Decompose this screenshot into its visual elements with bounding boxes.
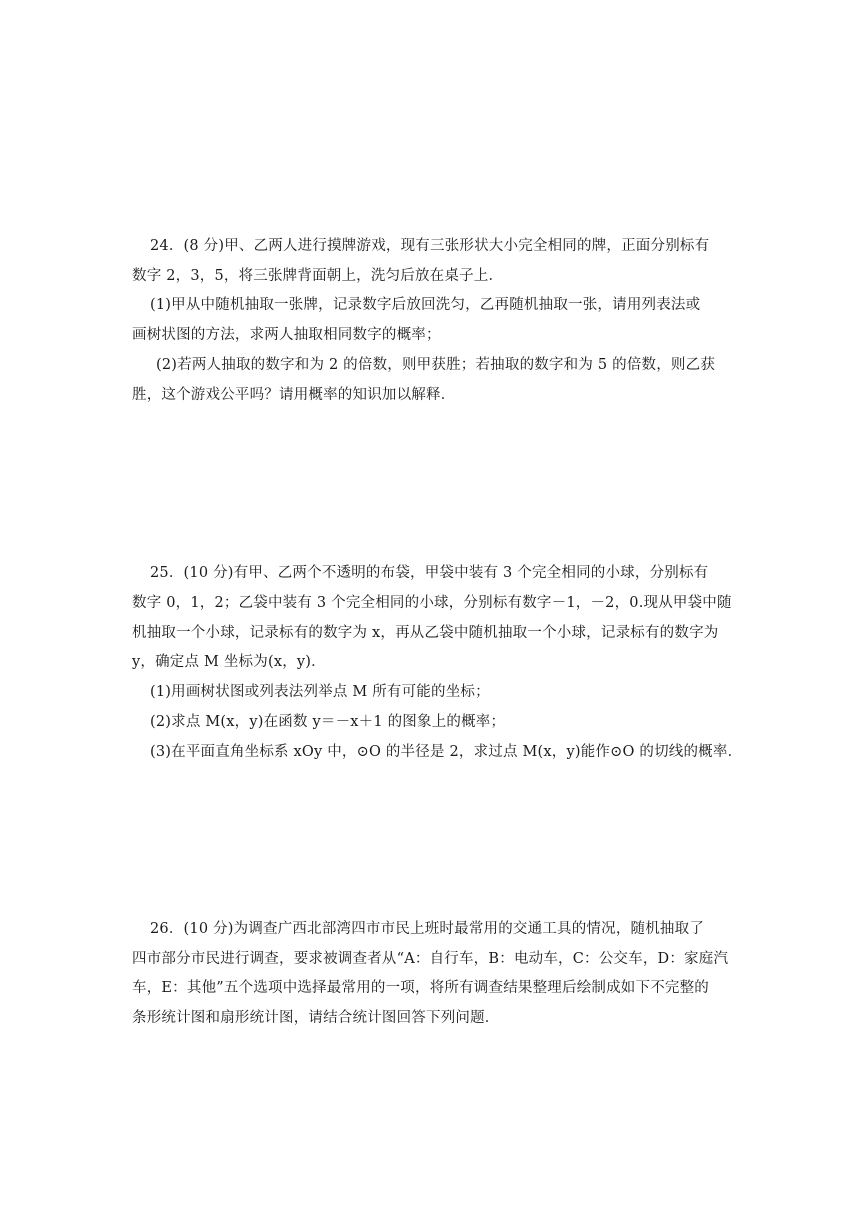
q26-line-3: 车，E：其他”五个选项中选择最常用的一项，将所有调查结果整理后绘制成如下不完整的 <box>132 980 709 996</box>
q25-line-6: (2)求点 M(x，y)在函数 y＝－x＋1 的图象上的概率； <box>150 714 506 730</box>
q24-line-5: (2)若两人抽取的数字和为 2 的倍数，则甲获胜；若抽取的数字和为 5 的倍数，则乙获 <box>156 357 716 373</box>
q25-line-1: 25．(10 分)有甲、乙两个不透明的布袋，甲袋中装有 3 个完全相同的小球，分别标有 <box>150 565 709 581</box>
q24-line-1: 24．(8 分)甲、乙两人进行摸牌游戏，现有三张形状大小完全相同的牌，正面分别标有 <box>150 238 710 254</box>
q26-line-4: 条形统计图和扇形统计图，请结合统计图回答下列问题． <box>132 1010 500 1026</box>
q25-line-5: (1)用画树状图或列表法列举点 M 所有可能的坐标； <box>150 684 490 700</box>
q24-line-3: (1)甲从中随机抽取一张牌，记录数字后放回洗匀，乙再随机抽取一张，请用列表法或 <box>150 297 701 313</box>
q25-line-2: 数字 0，1，2；乙袋中装有 3 个完全相同的小球，分别标有数字－1，－2，0.现从甲袋中随 <box>132 595 732 611</box>
q26-line-2: 四市部分市民进行调查，要求被调查者从“A：自行车，B：电动车，C：公交车，D：家庭汽 <box>132 951 729 967</box>
q25-line-4: y，确定点 M 坐标为(x，y)． <box>132 654 326 670</box>
q25-line-3: 机抽取一个小球，记录标有的数字为 x，再从乙袋中随机抽取一个小球，记录标有的数字为 <box>132 625 719 641</box>
q24-line-6: 胜，这个游戏公平吗？请用概率的知识加以解释． <box>132 387 456 403</box>
q24-line-2: 数字 2，3，5，将三张牌背面朝上，洗匀后放在桌子上． <box>132 268 504 284</box>
q25-line-7: (3)在平面直角坐标系 xOy 中，⊙O 的半径是 2，求过点 M(x，y)能作⊙O 的切线的概率． <box>150 744 743 760</box>
q26-line-1: 26．(10 分)为调查广西北部湾四市市民上班时最常用的交通工具的情况，随机抽取了 <box>150 921 705 937</box>
q24-line-4: 画树状图的方法，求两人抽取相同数字的概率； <box>132 327 441 343</box>
